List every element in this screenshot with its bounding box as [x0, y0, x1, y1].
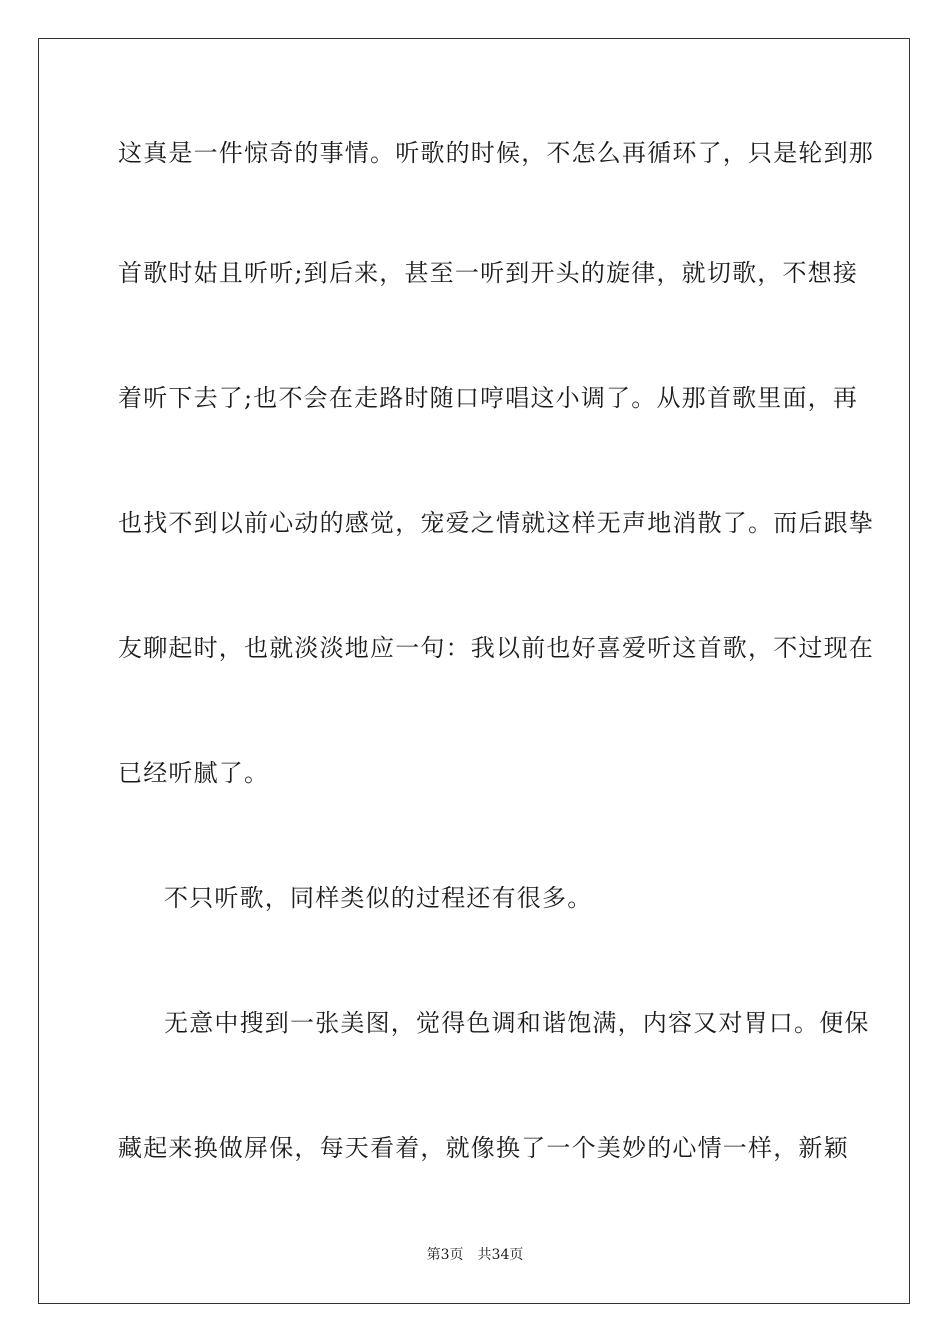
paragraph-line: 藏起来换做屏保，每天看着，就像换了一个美妙的心情一样，新颖: [118, 1134, 849, 1162]
page-number-current: 第3页: [426, 1247, 464, 1263]
paragraph-line: 不只听歌，同样类似的过程还有很多。: [164, 884, 593, 912]
page-border: [38, 38, 910, 1304]
page-number-total: 共34页: [477, 1247, 524, 1263]
paragraph-line: 已经听腻了。: [118, 759, 270, 787]
paragraph-line: 这真是一件惊奇的事情。听歌的时候，不怎么再循环了，只是轮到那: [118, 139, 874, 167]
paragraph-line: 着听下去了;也不会在走路时随口哼唱这小调了。从那首歌里面，再: [118, 384, 859, 412]
paragraph-line: 无意中搜到一张美图，觉得色调和谐饱满，内容又对胃口。便保: [164, 1009, 870, 1037]
paragraph-line: 也找不到以前心动的感觉，宠爱之情就这样无声地消散了。而后跟挚: [118, 509, 874, 537]
paragraph-line: 首歌时姑且听听;到后来，甚至一听到开头的旋律，就切歌，不想接: [118, 259, 859, 287]
page-footer: [0, 1246, 950, 1264]
paragraph-line: 友聊起时，也就淡淡地应一句：我以前也好喜爱听这首歌，不过现在: [118, 634, 874, 662]
